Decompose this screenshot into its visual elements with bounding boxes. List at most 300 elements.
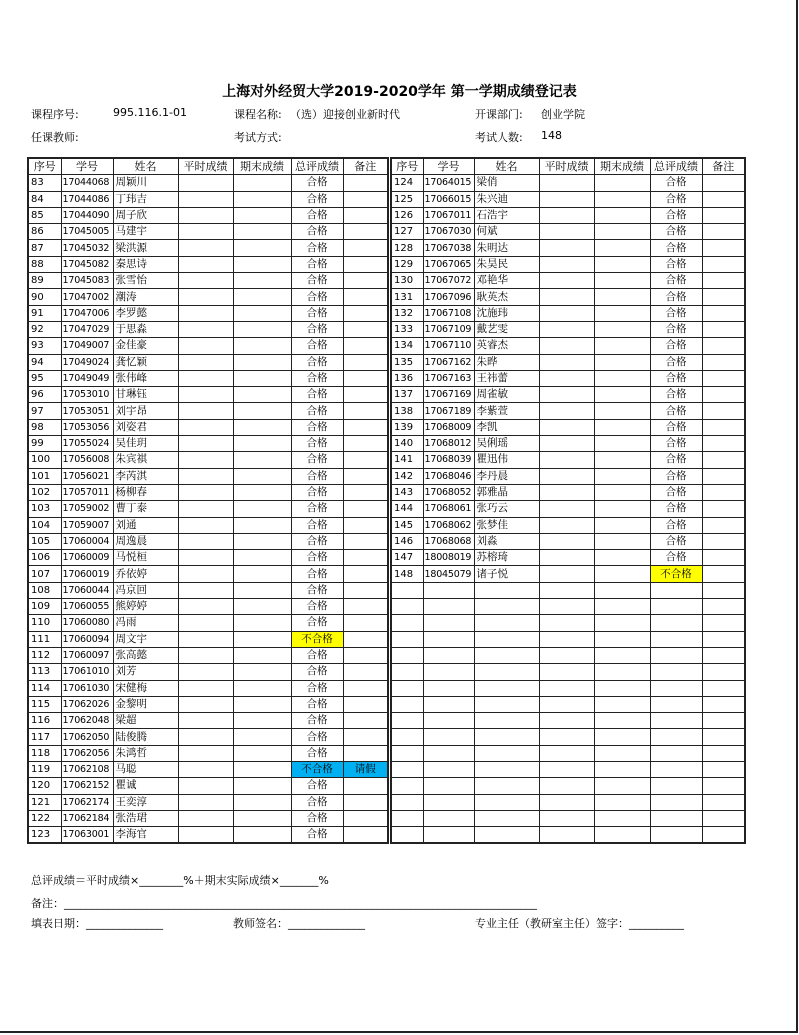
note-cell [702, 240, 745, 256]
student-id-cell: 17053051 [61, 403, 113, 419]
regular-score-cell [178, 713, 233, 729]
total-score-cell: 合格 [650, 387, 702, 403]
regular-score-cell [539, 321, 594, 337]
total-score-cell [650, 615, 702, 631]
total-score-cell: 合格 [291, 387, 343, 403]
final-score-cell [594, 599, 650, 615]
student-id-cell: 17056021 [61, 468, 113, 484]
note-cell [702, 582, 745, 598]
seq-cell: 102 [28, 484, 61, 500]
total-score-cell [650, 664, 702, 680]
total-score-cell: 不合格 [291, 631, 343, 647]
seq-cell: 83 [28, 175, 61, 191]
final-score-cell [594, 175, 650, 191]
regular-score-cell [178, 387, 233, 403]
final-score-cell [233, 517, 291, 533]
header-seq: 序号 [28, 158, 61, 175]
total-score-cell [650, 810, 702, 826]
table-row [28, 240, 388, 256]
seq-cell [391, 810, 423, 826]
table-row [28, 452, 388, 468]
final-score-cell [233, 273, 291, 289]
final-score-cell [594, 647, 650, 663]
seq-cell: 95 [28, 370, 61, 386]
table-row [28, 680, 388, 696]
seq-cell: 92 [28, 321, 61, 337]
regular-score-cell [178, 436, 233, 452]
note-cell [702, 289, 745, 305]
final-score-cell [594, 680, 650, 696]
regular-score-cell [539, 436, 594, 452]
regular-score-cell [539, 403, 594, 419]
total-score-cell: 合格 [291, 517, 343, 533]
total-score-cell [650, 745, 702, 761]
student-id-cell: 17053056 [61, 419, 113, 435]
name-cell [474, 696, 539, 712]
regular-score-cell [178, 517, 233, 533]
name-cell: 李紫萱 [474, 403, 539, 419]
name-cell: 冯雨 [113, 615, 178, 631]
seq-cell: 116 [28, 713, 61, 729]
final-score-cell [594, 566, 650, 582]
total-score-cell: 合格 [650, 321, 702, 337]
header-regular-score: 平时成绩 [178, 158, 233, 175]
student-id-cell: 17047029 [61, 321, 113, 337]
final-score-cell [594, 321, 650, 337]
regular-score-cell [178, 696, 233, 712]
regular-score-cell [539, 338, 594, 354]
regular-score-cell [539, 566, 594, 582]
seq-cell: 137 [391, 387, 423, 403]
name-cell: 李芮淇 [113, 468, 178, 484]
regular-score-cell [539, 745, 594, 761]
student-id-cell [423, 761, 474, 777]
regular-score-cell [539, 387, 594, 403]
regular-score-cell [178, 501, 233, 517]
student-id-cell: 17066015 [423, 191, 474, 207]
name-cell: 周颖川 [113, 175, 178, 191]
final-score-cell [233, 370, 291, 386]
table-row [28, 370, 388, 386]
total-score-cell: 合格 [650, 289, 702, 305]
total-score-cell: 合格 [650, 452, 702, 468]
regular-score-cell [178, 810, 233, 826]
table-row [391, 305, 745, 321]
note-cell [702, 680, 745, 696]
total-score-cell: 不合格 [650, 566, 702, 582]
final-score-cell [594, 794, 650, 810]
seq-cell: 97 [28, 403, 61, 419]
table-row [28, 191, 388, 207]
name-cell: 杨柳春 [113, 484, 178, 500]
total-score-cell: 合格 [650, 468, 702, 484]
seq-cell: 142 [391, 468, 423, 484]
total-score-cell: 合格 [291, 175, 343, 191]
name-cell: 丁玮吉 [113, 191, 178, 207]
total-score-cell: 合格 [291, 664, 343, 680]
final-score-cell [233, 533, 291, 549]
table-row [28, 615, 388, 631]
regular-score-cell [178, 354, 233, 370]
final-score-cell [594, 484, 650, 500]
note-cell [702, 794, 745, 810]
student-id-cell: 17068039 [423, 452, 474, 468]
seq-cell [391, 827, 423, 844]
seq-cell: 101 [28, 468, 61, 484]
student-id-cell: 17057011 [61, 484, 113, 500]
header-name: 姓名 [113, 158, 178, 175]
table-row [391, 713, 745, 729]
table-row [391, 810, 745, 826]
regular-score-cell [539, 354, 594, 370]
seq-cell: 91 [28, 305, 61, 321]
table-row [28, 501, 388, 517]
header-note: 备注 [702, 158, 745, 175]
note-cell [702, 354, 745, 370]
final-score-cell [594, 452, 650, 468]
student-id-cell [423, 810, 474, 826]
table-header-row [391, 158, 745, 175]
seq-cell: 130 [391, 273, 423, 289]
table-row [28, 729, 388, 745]
final-score-cell [233, 484, 291, 500]
seq-cell [391, 599, 423, 615]
regular-score-cell [178, 273, 233, 289]
seq-cell [391, 631, 423, 647]
total-score-cell: 合格 [650, 240, 702, 256]
regular-score-cell [178, 631, 233, 647]
note-cell [702, 436, 745, 452]
name-cell: 曹丁泰 [113, 501, 178, 517]
note-cell [343, 631, 388, 647]
seq-cell: 115 [28, 696, 61, 712]
seq-cell: 87 [28, 240, 61, 256]
total-score-cell [650, 761, 702, 777]
table-row [391, 729, 745, 745]
table-row [391, 224, 745, 240]
total-score-cell: 合格 [650, 338, 702, 354]
note-cell [702, 615, 745, 631]
table-row [28, 810, 388, 826]
page-title: 上海对外经贸大学2019-2020学年 第一学期成绩登记表 [222, 84, 577, 100]
student-id-cell: 17067072 [423, 273, 474, 289]
table-row [391, 647, 745, 663]
note-cell [343, 273, 388, 289]
table-row [28, 778, 388, 794]
name-cell: 周逸晨 [113, 533, 178, 549]
student-id-cell [423, 729, 474, 745]
name-cell: 张高懿 [113, 647, 178, 663]
final-score-cell [594, 468, 650, 484]
name-cell: 瞿诚 [113, 778, 178, 794]
student-id-cell: 17067109 [423, 321, 474, 337]
final-score-cell [233, 191, 291, 207]
note-cell: 请假 [343, 761, 388, 777]
seq-cell: 122 [28, 810, 61, 826]
name-cell: 乔依婷 [113, 566, 178, 582]
note-cell [343, 615, 388, 631]
total-score-cell: 合格 [291, 419, 343, 435]
student-id-cell: 17049007 [61, 338, 113, 354]
student-id-cell: 17045082 [61, 256, 113, 272]
regular-score-cell [178, 599, 233, 615]
note-cell [702, 810, 745, 826]
note-cell [702, 403, 745, 419]
table-row [391, 761, 745, 777]
table-row [391, 696, 745, 712]
final-score-cell [233, 354, 291, 370]
student-id-cell: 17062174 [61, 794, 113, 810]
note-cell [343, 745, 388, 761]
regular-score-cell [539, 778, 594, 794]
final-score-cell [233, 680, 291, 696]
total-score-cell: 合格 [291, 484, 343, 500]
seq-cell: 121 [28, 794, 61, 810]
final-score-cell [233, 436, 291, 452]
student-id-cell: 17067065 [423, 256, 474, 272]
total-score-cell: 合格 [291, 370, 343, 386]
note-cell [343, 354, 388, 370]
note-cell [702, 256, 745, 272]
note-cell [343, 550, 388, 566]
name-cell: 诸子悦 [474, 566, 539, 582]
regular-score-cell [539, 419, 594, 435]
regular-score-cell [178, 207, 233, 223]
regular-score-cell [539, 468, 594, 484]
name-cell: 郭雅晶 [474, 484, 539, 500]
name-cell: 王祎蕾 [474, 370, 539, 386]
name-cell: 于思淼 [113, 321, 178, 337]
table-row [28, 175, 388, 191]
final-score-cell [233, 631, 291, 647]
course-no-value: 995.116.1-01 [113, 106, 187, 119]
total-score-cell: 合格 [291, 713, 343, 729]
name-cell: 宋健梅 [113, 680, 178, 696]
final-score-cell [594, 191, 650, 207]
regular-score-cell [539, 827, 594, 844]
regular-score-cell [178, 191, 233, 207]
table-row [28, 403, 388, 419]
name-cell: 金佳豪 [113, 338, 178, 354]
note-cell [343, 452, 388, 468]
seq-cell: 108 [28, 582, 61, 598]
total-score-cell: 合格 [291, 256, 343, 272]
final-score-cell [233, 664, 291, 680]
note-cell [702, 273, 745, 289]
final-score-cell [594, 729, 650, 745]
student-id-cell: 17068062 [423, 517, 474, 533]
table-header-row [28, 158, 388, 175]
final-score-cell [594, 354, 650, 370]
final-score-cell [233, 224, 291, 240]
name-cell: 刘淼 [474, 533, 539, 549]
name-cell: 吴俐瑶 [474, 436, 539, 452]
name-cell: 梁超 [113, 713, 178, 729]
total-score-cell: 合格 [291, 403, 343, 419]
seq-cell: 113 [28, 664, 61, 680]
course-name-label: 课程名称: [234, 108, 282, 121]
regular-score-cell [178, 305, 233, 321]
note-cell [343, 387, 388, 403]
table-row [391, 680, 745, 696]
student-id-cell: 17060044 [61, 582, 113, 598]
note-cell [343, 647, 388, 663]
total-score-cell: 合格 [650, 436, 702, 452]
student-id-cell: 17049049 [61, 370, 113, 386]
student-id-cell: 18008019 [423, 550, 474, 566]
name-cell: 潮涛 [113, 289, 178, 305]
note-cell [343, 484, 388, 500]
seq-cell: 138 [391, 403, 423, 419]
total-score-cell: 合格 [291, 273, 343, 289]
note-cell [702, 713, 745, 729]
student-id-cell: 17067163 [423, 370, 474, 386]
note-cell [343, 599, 388, 615]
total-score-cell: 合格 [291, 501, 343, 517]
final-score-cell [594, 419, 650, 435]
name-cell: 王奕淳 [113, 794, 178, 810]
name-cell: 石浩宇 [474, 207, 539, 223]
total-score-cell: 合格 [291, 827, 343, 844]
table-row [391, 191, 745, 207]
grades-table-right [390, 157, 746, 844]
name-cell [474, 599, 539, 615]
seq-cell: 140 [391, 436, 423, 452]
note-cell [702, 729, 745, 745]
student-id-cell [423, 599, 474, 615]
regular-score-cell [539, 615, 594, 631]
table-row [391, 827, 745, 844]
header-name: 姓名 [474, 158, 539, 175]
table-row [28, 273, 388, 289]
name-cell [474, 615, 539, 631]
regular-score-cell [178, 664, 233, 680]
seq-cell [391, 696, 423, 712]
total-score-cell [650, 631, 702, 647]
regular-score-cell [178, 582, 233, 598]
seq-cell: 123 [28, 827, 61, 844]
note-cell [343, 713, 388, 729]
regular-score-cell [539, 631, 594, 647]
regular-score-cell [178, 615, 233, 631]
name-cell: 何斌 [474, 224, 539, 240]
name-cell: 周文宇 [113, 631, 178, 647]
note-cell [343, 566, 388, 582]
total-score-cell [650, 647, 702, 663]
student-id-cell: 17063001 [61, 827, 113, 844]
name-cell [474, 778, 539, 794]
regular-score-cell [539, 224, 594, 240]
total-score-cell: 合格 [291, 452, 343, 468]
student-id-cell: 17053010 [61, 387, 113, 403]
note-cell [702, 419, 745, 435]
seq-cell: 132 [391, 305, 423, 321]
name-cell: 耿英杰 [474, 289, 539, 305]
total-score-cell [650, 696, 702, 712]
student-id-cell: 17068012 [423, 436, 474, 452]
exam-count-label: 考试人数: [475, 131, 523, 144]
note-cell [343, 696, 388, 712]
table-row [28, 745, 388, 761]
seq-cell: 135 [391, 354, 423, 370]
table-row [28, 517, 388, 533]
regular-score-cell [539, 370, 594, 386]
note-cell [702, 761, 745, 777]
table-row [28, 256, 388, 272]
total-score-cell: 合格 [291, 207, 343, 223]
total-score-cell [650, 713, 702, 729]
student-id-cell: 17060019 [61, 566, 113, 582]
student-id-cell: 17060097 [61, 647, 113, 663]
student-id-cell: 17044068 [61, 175, 113, 191]
name-cell: 张伟峰 [113, 370, 178, 386]
final-score-cell [233, 338, 291, 354]
total-score-cell: 合格 [291, 338, 343, 354]
note-cell [343, 321, 388, 337]
final-score-cell [594, 501, 650, 517]
seq-cell: 88 [28, 256, 61, 272]
note-cell [343, 370, 388, 386]
note-cell [343, 794, 388, 810]
regular-score-cell [539, 289, 594, 305]
name-cell: 刘宇昂 [113, 403, 178, 419]
final-score-cell [233, 468, 291, 484]
student-id-cell: 17062184 [61, 810, 113, 826]
name-cell: 张浩珺 [113, 810, 178, 826]
total-score-cell: 合格 [291, 810, 343, 826]
seq-cell [391, 713, 423, 729]
table-row [28, 696, 388, 712]
total-score-cell: 合格 [291, 794, 343, 810]
note-cell [702, 191, 745, 207]
student-id-cell: 17062050 [61, 729, 113, 745]
total-score-cell: 合格 [291, 321, 343, 337]
header-total-score: 总评成绩 [291, 158, 343, 175]
seq-cell: 109 [28, 599, 61, 615]
table-row [28, 354, 388, 370]
name-cell [474, 761, 539, 777]
name-cell: 龚忆颖 [113, 354, 178, 370]
table-row [28, 338, 388, 354]
student-id-cell [423, 745, 474, 761]
note-cell [702, 631, 745, 647]
final-score-cell [594, 664, 650, 680]
regular-score-cell [539, 484, 594, 500]
formula-line: 总评成绩＝平时成绩×________%＋期末实际成绩×_______% [31, 874, 329, 887]
regular-score-cell [539, 517, 594, 533]
director-sign-line: 专业主任（教研室主任）签字：__________ [475, 917, 684, 930]
seq-cell: 131 [391, 289, 423, 305]
name-cell: 秦思诗 [113, 256, 178, 272]
total-score-cell: 合格 [291, 436, 343, 452]
note-cell [343, 256, 388, 272]
note-cell [343, 517, 388, 533]
final-score-cell [233, 761, 291, 777]
regular-score-cell [178, 484, 233, 500]
final-score-cell [233, 696, 291, 712]
total-score-cell: 合格 [291, 468, 343, 484]
student-id-cell: 17068009 [423, 419, 474, 435]
total-score-cell [650, 582, 702, 598]
note-cell [702, 224, 745, 240]
final-score-cell [594, 207, 650, 223]
final-score-cell [594, 761, 650, 777]
regular-score-cell [539, 207, 594, 223]
student-id-cell [423, 713, 474, 729]
student-id-cell: 17067096 [423, 289, 474, 305]
total-score-cell: 合格 [650, 191, 702, 207]
table-row [28, 631, 388, 647]
